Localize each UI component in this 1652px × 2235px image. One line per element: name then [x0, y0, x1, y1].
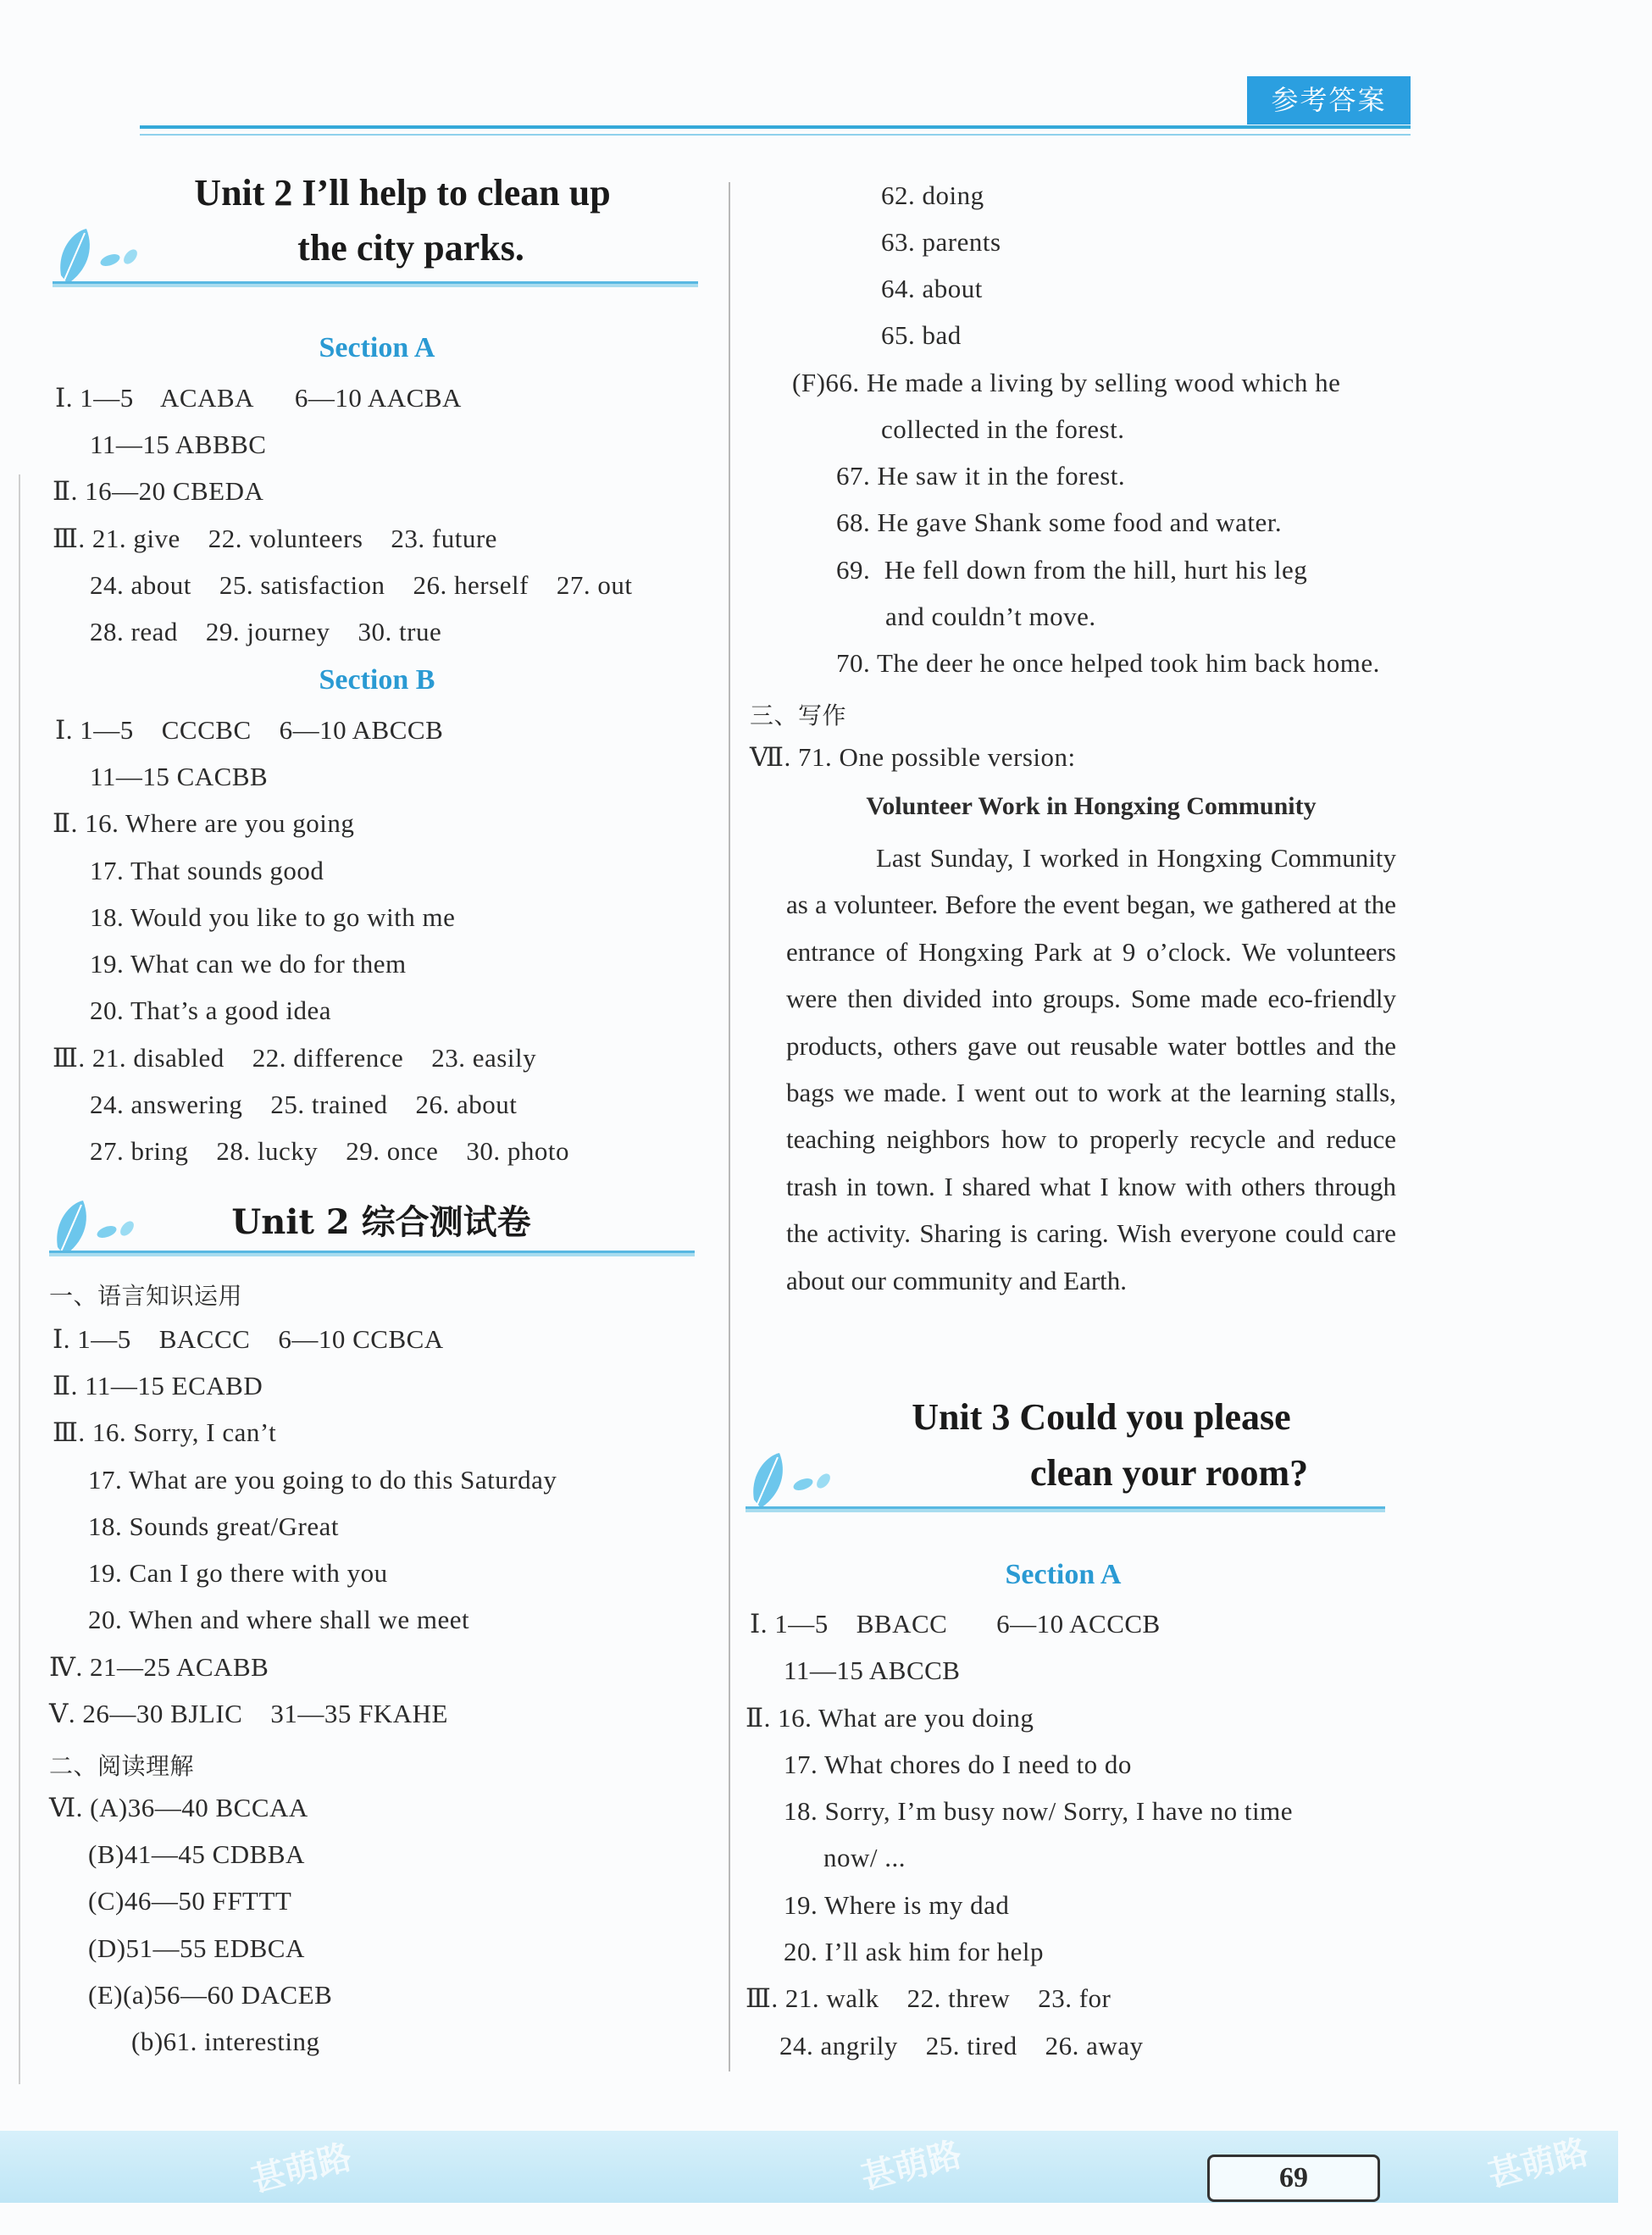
answer-line: Ⅰ. 1—5 CCCBC 6—10 ABCCB	[55, 715, 444, 745]
part-heading: 一、语言知识运用	[49, 1282, 243, 1310]
answer-line: 17. What chores do I need to do	[784, 1750, 1132, 1779]
answer-line: 20. That’s a good idea	[90, 995, 332, 1025]
answer-line: 18. Sounds great/Great	[88, 1511, 339, 1541]
answer-line: 65. bad	[881, 320, 962, 350]
answer-line: 64. about	[881, 274, 983, 303]
answer-line: 20. When and where shall we meet	[88, 1605, 470, 1634]
unit2-test-title-rule	[49, 1251, 695, 1256]
answer-line: (C)46—50 FFTTT	[88, 1886, 292, 1916]
answer-line: 11—15 CACBB	[90, 762, 269, 791]
answer-line: 17. That sounds good	[90, 856, 324, 885]
answer-line: Ⅲ. 16. Sorry, I can’t	[53, 1417, 277, 1447]
answer-line: Ⅰ. 1—5 BBACC 6—10 ACCCB	[750, 1609, 1161, 1639]
unit3-title-line2: clean your room?	[1029, 1452, 1309, 1494]
answer-line: Ⅰ. 1—5 ACABA 6—10 AACBA	[55, 383, 462, 413]
answer-line: 70. The deer he once helped took him back home.	[836, 648, 1380, 678]
answer-line: (E)(a)56—60 DACEB	[88, 1980, 333, 2010]
answer-line: 20. I’ll ask him for help	[784, 1937, 1044, 1966]
answer-line: Ⅱ. 16—20 CBEDA	[53, 476, 264, 506]
section-a-heading: Section A	[319, 332, 435, 363]
answer-line: (F)66. He made a living by selling wood which he	[792, 368, 1341, 397]
essay-title: Volunteer Work in Hongxing Community	[866, 792, 1317, 820]
answer-line: (D)51—55 EDBCA	[88, 1933, 305, 1963]
answer-line: 69. He fell down from the hill, hurt his leg	[836, 555, 1308, 585]
answer-line: 19. Where is my dad	[784, 1890, 1010, 1920]
part-heading: 二、阅读理解	[49, 1752, 195, 1780]
unit2-title-rule	[53, 281, 698, 287]
answer-line: 27. bring 28. lucky 29. once 30. photo	[90, 1136, 569, 1166]
answer-line: (b)61. interesting	[131, 2027, 320, 2056]
header-rule-thin	[140, 134, 1411, 136]
page-number: 69	[1207, 2155, 1380, 2202]
answer-line: Ⅱ. 16. What are you doing	[746, 1703, 1034, 1733]
watermark-logo: 甚萌路	[857, 2135, 966, 2198]
page-edge-line	[19, 474, 20, 2084]
answer-line: Ⅰ. 1—5 BACCC 6—10 CCBCA	[53, 1324, 444, 1354]
answer-line: collected in the forest.	[881, 414, 1125, 444]
answer-line: Ⅶ. 71. One possible version:	[750, 742, 1076, 772]
section-a-heading: Section A	[1005, 1559, 1122, 1590]
answer-line: 19. Can I go there with you	[88, 1558, 388, 1588]
answer-line: 11—15 ABCCB	[784, 1655, 961, 1685]
answer-line: 17. What are you going to do this Saturday	[88, 1465, 557, 1495]
unit2-title-line1: Unit 2 I’ll help to clean up	[194, 172, 611, 214]
answer-line: Ⅱ. 16. Where are you going	[53, 808, 355, 838]
answer-line: 19. What can we do for them	[90, 949, 407, 979]
answer-line: 63. parents	[881, 227, 1001, 257]
answer-line: 68. He gave Shank some food and water.	[836, 507, 1283, 537]
answer-line: now/ ...	[823, 1843, 906, 1872]
answer-line: 28. read 29. journey 30. true	[90, 617, 442, 646]
section-b-heading: Section B	[319, 664, 435, 696]
unit2-test-title: Unit 2 综合测试卷	[231, 1202, 531, 1242]
answer-line: Ⅱ. 11—15 ECABD	[53, 1371, 263, 1400]
unit3-title-line1: Unit 3 Could you please	[912, 1396, 1291, 1438]
answer-key-badge: 参考答案	[1247, 76, 1411, 125]
unit3-title-rule	[746, 1506, 1385, 1512]
answer-line: 24. angrily 25. tired 26. away	[779, 2031, 1144, 2060]
answer-line: 18. Sorry, I’m busy now/ Sorry, I have no time	[784, 1796, 1294, 1826]
answer-line: Ⅲ. 21. give 22. volunteers 23. future	[53, 524, 497, 553]
header-rule	[140, 125, 1411, 129]
watermark-logo: 甚萌路	[1484, 2132, 1593, 2195]
part-heading: 三、写作	[750, 702, 847, 729]
unit2-title-line2: the city parks.	[297, 227, 524, 269]
essay-body: Last Sunday, I worked in Hongxing Community as a volunteer. Before the event began, we gathered at the entrance of Hongxing Park at 9 o’clock. We volunteers were then divided into groups. Some made eco-friendly products, others gave out reusable water bottles and the bags we made. I went out to work at the learning stalls, teaching neighbors how to properly recycle and reduce trash in town. I shared what I know with others through the activity. Sharing is caring. Wish everyone could care about our community and Earth.	[786, 843, 1396, 1295]
answer-line: Ⅴ. 26—30 BJLIC 31—35 FKAHE	[49, 1699, 448, 1728]
answer-line: 24. about 25. satisfaction 26. herself 27. out	[90, 570, 633, 600]
answer-line: 18. Would you like to go with me	[90, 902, 456, 932]
column-divider	[729, 182, 730, 2071]
answer-line: 62. doing	[881, 180, 984, 210]
answer-line: Ⅲ. 21. disabled 22. difference 23. easily	[53, 1043, 537, 1073]
answer-line: and couldn’t move.	[885, 602, 1096, 631]
answer-line: (B)41—45 CDBBA	[88, 1839, 305, 1869]
answer-line: 11—15 ABBBC	[90, 430, 267, 459]
answer-line: Ⅲ. 21. walk 22. threw 23. for	[746, 1983, 1111, 2013]
answer-line: 24. answering 25. trained 26. about	[90, 1090, 518, 1119]
watermark-logo: 甚萌路	[247, 2138, 356, 2200]
answer-line: 67. He saw it in the forest.	[836, 461, 1126, 491]
answer-line: Ⅳ. 21—25 ACABB	[49, 1652, 269, 1682]
answer-line: Ⅵ. (A)36—40 BCCAA	[49, 1793, 308, 1822]
